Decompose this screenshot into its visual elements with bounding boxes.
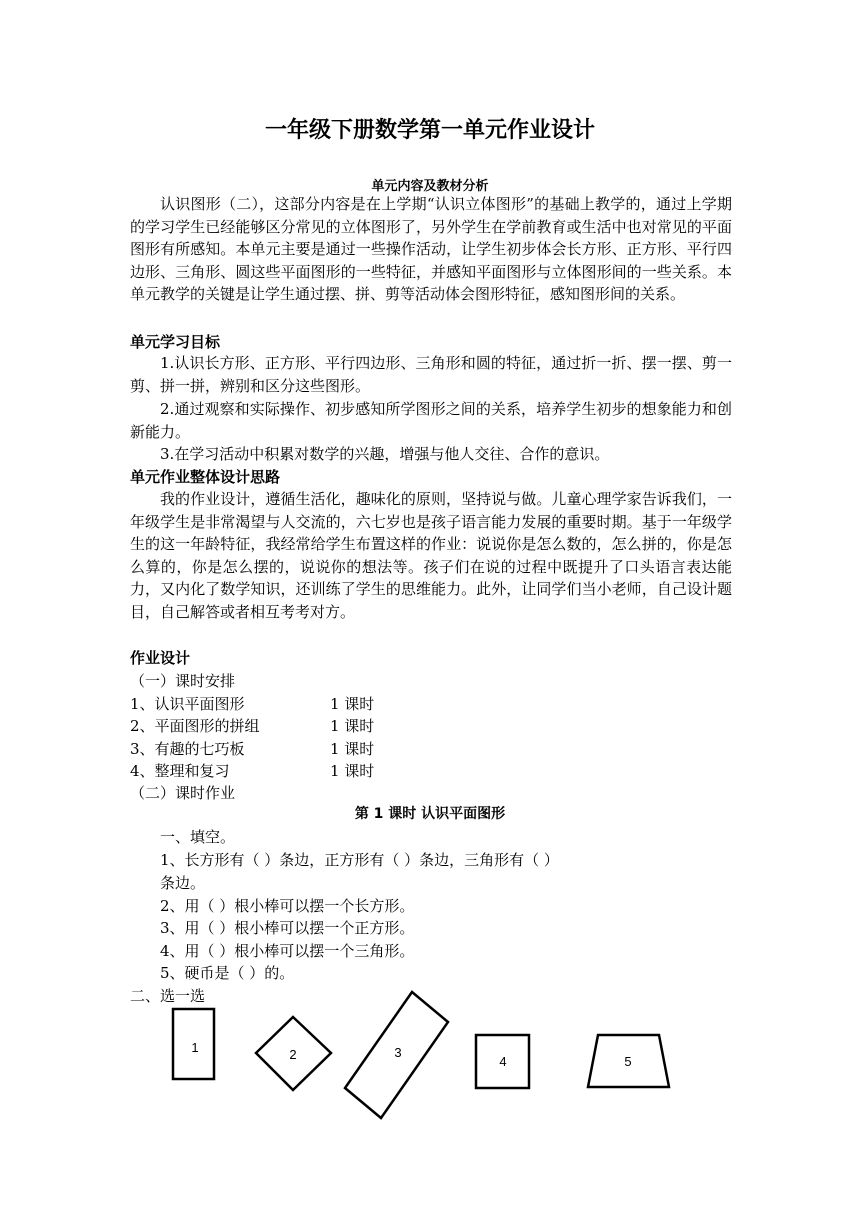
homework-heading: 作业设计 (130, 649, 191, 667)
schedule-item-name: 4、整理和复习 (130, 762, 230, 780)
choose-heading: 二、选一选 (130, 987, 206, 1005)
work-heading: （二）课时作业 (130, 784, 236, 802)
fill-heading: 一、填空。 (160, 828, 236, 846)
schedule-item-name: 1、认识平面图形 (130, 695, 245, 713)
design-idea-paragraph: 我的作业设计，遵循生活化，趣味化的原则，坚持说与做。儿童心理学家告诉我们，一年级学生是非常渴望与人交流的，六七岁也是孩子语言能力发展的重要时期。基于一年级学生的这一年龄特征，我经常给学生布置这样的作业：说说你是怎么数的，怎么拼的，你是怎么算的，你是怎么摆的，说说你的想法等。孩子们在说的过程中既提升了口头语言表达能力，又内化了数学知识，还训练了学生的思维能力。此外，让同学们当小老师，自己设计题目，自己解答或者相互考考对方。 (130, 490, 732, 621)
schedule-item-name: 3、有趣的七巧板 (130, 740, 245, 758)
lesson-title: 第 1 课时 认识平面图形 (354, 806, 506, 822)
shape-label-2: 2 (289, 1047, 297, 1062)
fill-item-2: 2、用（ ）根小棒可以摆一个长方形。 (160, 897, 415, 915)
shape-label-4: 4 (499, 1054, 507, 1069)
analysis-heading: 单元内容及教材分析 (371, 179, 489, 194)
schedule-item-hours: 1 课时 (330, 717, 375, 735)
shape-label-5: 5 (624, 1054, 632, 1069)
shape-label-3: 3 (394, 1045, 402, 1060)
goals-heading: 单元学习目标 (130, 333, 221, 351)
shape-label-1: 1 (191, 1040, 199, 1055)
fill-item-3: 3、用（ ）根小棒可以摆一个正方形。 (160, 919, 415, 937)
design-idea-heading: 单元作业整体设计思路 (130, 468, 281, 486)
fill-item-4: 4、用（ ）根小棒可以摆一个三角形。 (160, 942, 415, 960)
schedule-item-hours: 1 课时 (330, 740, 375, 758)
schedule-item-hours: 1 课时 (330, 695, 375, 713)
schedule-item-hours: 1 课时 (330, 762, 375, 780)
goal-item-2: 2.通过观察和实际操作、初步感知所学图形之间的关系，培养学生初步的想象能力和创新能力。 (130, 400, 732, 441)
analysis-paragraph: 认识图形（二），这部分内容是在上学期“认识立体图形”的基础上教学的，通过上学期的学习学生已经能够区分常见的立体图形了，另外学生在学前教育或生活中也对常见的平面图形有所感知。本单元主要是通过一些操作活动，让学生初步体会长方形、正方形、平行四边形、三角形、圆这些平面图形的一些特征，并感知平面图形与立体图形间的一些关系。本单元教学的关键是让学生通过摆、拼、剪等活动体会图形特征，感知图形间的关系。 (130, 195, 732, 304)
goal-item-3: 3.在学习活动中积累对数学的兴趣，增强与他人交往、合作的意识。 (160, 445, 610, 463)
document-title: 一年级下册数学第一单元作业设计 (264, 118, 595, 143)
fill-item-1: 1、长方形有（ ）条边，正方形有（ ）条边，三角形有（ ） (160, 851, 559, 869)
fill-item-1-continued: 条边。 (160, 874, 206, 892)
fill-item-5: 5、硬币是（ ）的。 (160, 964, 295, 982)
goal-item-1: 1.认识长方形、正方形、平行四边形、三角形和圆的特征，通过折一折、摆一摆、剪一剪、拼一拼，辨别和区分这些图形。 (130, 354, 732, 395)
schedule-heading: （一）课时安排 (130, 672, 236, 690)
schedule-item-name: 2、平面图形的拼组 (130, 717, 260, 735)
